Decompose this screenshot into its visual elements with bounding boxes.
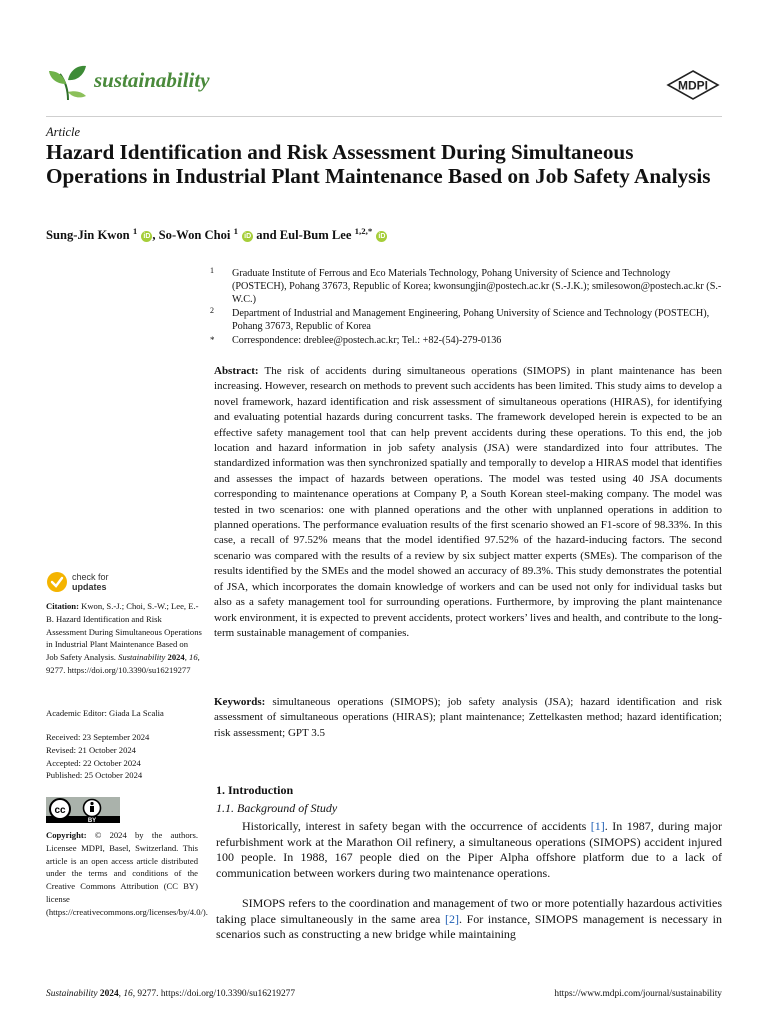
mdpi-logo-text: MDPI: [678, 78, 708, 93]
section-heading: 1. Introduction: [216, 783, 294, 797]
check-updates-label: [72, 572, 109, 592]
date-accepted: Accepted: 22 October 2024: [46, 757, 141, 768]
copyright-text: © 2024 by the authors. Licensee MDPI, Basel, Switzerland. This article is an open access article distributed under the terms and conditions of the Creative Commons Attribution (CC BY) license (https://creativecommons.org/licenses/by/4.0/).: [46, 830, 208, 917]
abstract: [214, 364, 722, 641]
journal-name[interactable]: sustainability: [94, 68, 210, 92]
leaf-sprout-icon: [46, 62, 88, 102]
paragraph-text: . For instance, SIMOPS management is necessary in scenarios such as constructing a new bridge while maintaining: [216, 911, 723, 941]
check-updates-line: check for: [72, 572, 109, 582]
author-name[interactable]: So-Won Choi: [158, 228, 231, 243]
citation-journal: Sustainability: [118, 652, 166, 663]
paragraph-text: . In 1987, during major refurbishment work at the Marathon Oil refinery, a simultaneous operations (SIMOPS) accident injured 100 people. In 1988, 167 people died on the Piper Alpha offshore platform due to a lack of communication between workers during two maintenance operations.: [216, 819, 722, 880]
orcid-icon[interactable]: iD: [378, 233, 386, 241]
cc-by-license-icon[interactable]: [46, 797, 120, 823]
affiliation-text: Department of Industrial and Management Engineering, Pohang University of Science and Technology (POSTECH), Pohang 37673, Republic of Korea: [232, 308, 710, 332]
footer-volume: 16: [123, 989, 133, 999]
check-updates-line: updates: [72, 582, 107, 592]
footer-citation: Sustainability 2024, 16, 9277. https://doi.org/10.3390/su16219277: [46, 989, 296, 999]
affiliation-item: [210, 306, 724, 333]
academic-editor: Academic Editor: Giada La Scalia: [46, 708, 164, 718]
orcid-icon[interactable]: iD: [143, 233, 151, 241]
keywords-text: simultaneous operations (SIMOPS); job safety analysis (JSA); hazard identification and risk assessment of simultaneous operations (HIRAS); plant maintenance; Zettelkasten method; hazard identification; risk assessment; GPT 3.5: [214, 696, 722, 739]
abstract-label: Abstract:: [214, 365, 259, 377]
keywords: [214, 695, 722, 741]
affiliation-item: [210, 266, 724, 306]
reference-link[interactable]: [1]: [590, 819, 605, 833]
citation-block: Citation: Kwon, S.-J.; Choi, S.-W.; Lee, E.-B. Hazard Identification and Risk Assessment During Simultaneous Operations in Industrial Plant Maintenance Based on Job Safety Analysis. Sustainability 2024, 16, 9277. https://doi.org/10.3390/su16219277: [46, 601, 202, 675]
copyright-label: Copyright:: [46, 830, 87, 840]
check-updates-icon: [46, 571, 68, 593]
footer-journal-url[interactable]: https://www.mdpi.com/journal/sustainability: [554, 989, 722, 999]
citation-doi[interactable]: , 9277. https://doi.org/10.3390/su16219277: [46, 652, 200, 675]
article-type: Article: [46, 125, 81, 139]
affiliation-mark: *: [210, 335, 215, 345]
publication-dates: [46, 731, 149, 782]
affiliation-text: Graduate Institute of Ferrous and Eco Materials Technology, Pohang University of Science and Technology (POSTECH), Pohang 37673, Republic of Korea; kwonsungjin@postech.ac.kr (S.-J.K.); smilesowon@postech.ac.kr (S.-W.C.): [232, 268, 722, 305]
citation-year: 2024: [167, 652, 185, 663]
affiliation-mark: 1: [210, 266, 214, 275]
mdpi-logo[interactable]: [666, 70, 720, 100]
date-published: Published: 25 October 2024: [46, 770, 143, 781]
citation-label: Citation:: [46, 601, 79, 611]
reference-link[interactable]: [2]: [444, 911, 459, 926]
author-affiliation-sup: 1: [233, 226, 238, 236]
subsection-heading: 1.1. Background of Study: [216, 801, 338, 815]
author-separator: ,: [152, 228, 159, 243]
footer-journal: Sustainability: [46, 989, 98, 999]
paragraph-text: Historically, interest in safety began with the occurrence of accidents: [242, 819, 591, 833]
affiliation-text: Correspondence: dreblee@postech.ac.kr; Tel.: +82-(54)-279-0136: [232, 335, 502, 346]
copyright-block: [46, 829, 208, 919]
affiliation-item: [210, 334, 724, 347]
article-title: Hazard Identification and Risk Assessment During Simultaneous Operations in Industrial Plant Maintenance Based on Job Safety Analysis: [46, 140, 711, 188]
body-paragraph: [216, 819, 722, 881]
cc-by-text: BY: [87, 818, 97, 823]
date-received: Received: 23 September 2024: [46, 732, 150, 742]
check-for-updates-button[interactable]: [46, 571, 166, 597]
header-rule: [46, 116, 722, 117]
author-name[interactable]: Sung-Jin Kwon: [46, 228, 130, 243]
cc-text: cc: [54, 805, 66, 816]
author-affiliation-sup: 1: [132, 226, 138, 236]
paragraph-text: SIMOPS refers to the coordination and management of two or more potentially hazardous activities taking place simultaneously in the same area: [216, 896, 722, 926]
footer-year: 2024: [99, 989, 119, 999]
citation-volume: 16: [189, 652, 198, 663]
citation-text: Kwon, S.-J.; Choi, S.-W.; Lee, E.-B. Hazard Identification and Risk Assessment During Simultaneous Operations in Industrial Plant Maintenance Based on Job Safety Analysis.: [46, 601, 202, 663]
author-name[interactable]: Eul-Bum Lee: [279, 228, 352, 243]
body-paragraph: [216, 896, 722, 943]
footer-doi[interactable]: , 9277. https://doi.org/10.3390/su16219277: [132, 989, 296, 999]
author-list: [46, 226, 387, 243]
author-separator: and: [253, 228, 280, 243]
author-affiliation-sup: 1,2,*: [354, 226, 373, 236]
keywords-label: Keywords:: [214, 696, 266, 708]
orcid-icon[interactable]: iD: [244, 233, 252, 241]
abstract-text: The risk of accidents during simultaneous operations (SIMOPS) in plant maintenance has been increasing. However, research on methods to prevent such accidents has been limited. This study aims to develop a novel framework, hazard identification and risk assessment of simultaneous operations (HIRAS), for identifying and evaluating potential hazards during concurrent tasks. The framework developed herein is expected to be an effective safety management tool that can help prevent accidents during these operations. To this end, the job location and hazard information in job safety analysis (JSA) were standardized into four attributes. The standardized information was then synchronized spatially and temporally to develop a HIRAS model that identifies and assesses the impact of hazards between operations. The model was tested using 40 JSA documents corresponding to maintenance operations at Company P, a South Korean steel-making company. The model was tested in two scenarios: one with planned operations and the other with unplanned operations in addition to planned operations. The performance evaluation results of the first scenario showed an F1-score of 98.33%. In this case, a recall of 97.52% means that the model identified 97.52% of the hazard-inducing factors. The second scenario was compared with the results of a review by six subject matter experts (SMEs). The comparison of the results identified by the SMEs and the model showed an accuracy of 89.3%. This study demonstrates the potential of JSA, which incorporates the domain knowledge of workers and can be used not only for individual tasks but also as a safety management tool for surrounding operations. Furthermore, by improving the plant maintenance work environment, it is expected to prevent accidents, protect workers’ lives and health, and contribute to the long-term sustainable management of companies.: [214, 365, 722, 639]
affiliation-mark: 2: [210, 306, 214, 315]
date-revised: Revised: 21 October 2024: [46, 744, 136, 755]
